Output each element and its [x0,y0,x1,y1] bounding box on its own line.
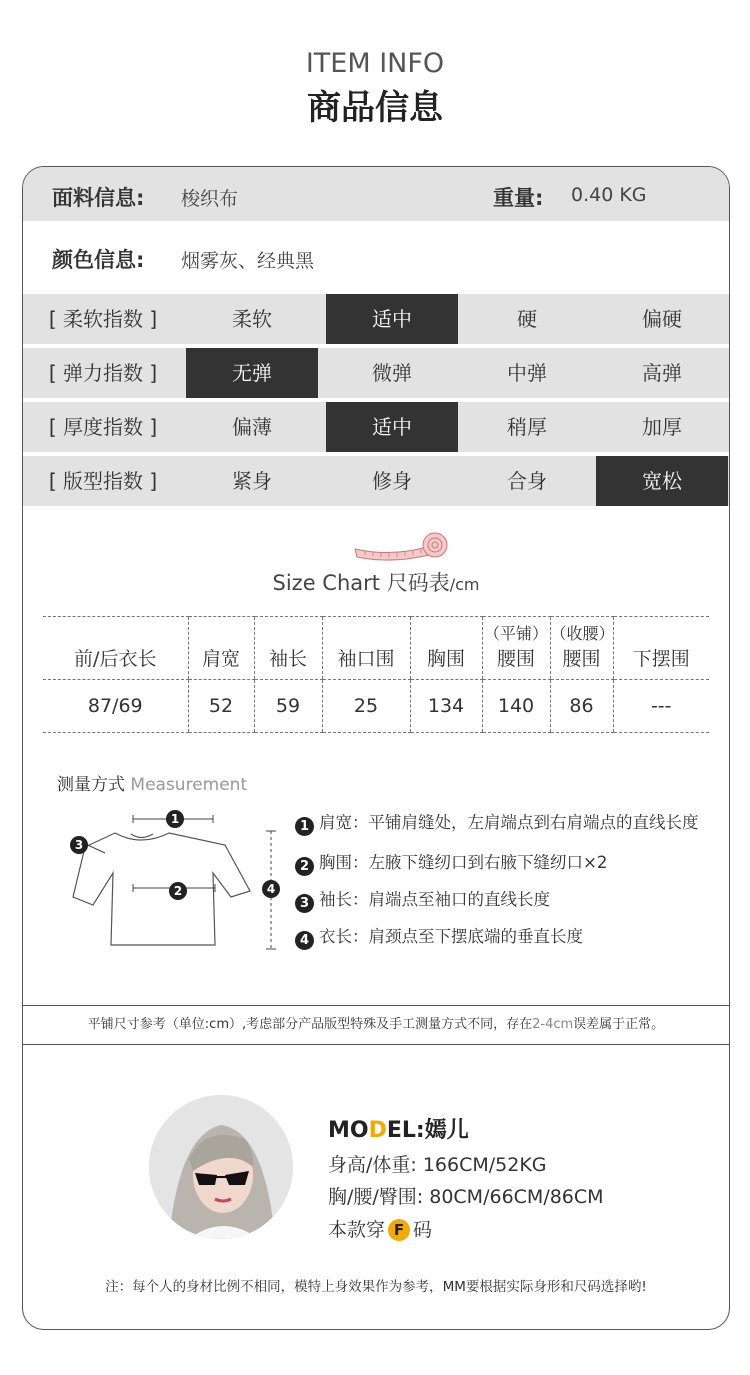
weight-label: 重量: [493,186,544,210]
index-option: 偏硬 [642,307,682,331]
index-option: 合身 [507,469,547,493]
model-bwh: 胸/腰/臀围: 80CM/66CM/86CM [328,1186,604,1208]
measurement-item [295,886,550,913]
size-col-note: （收腰） [550,624,615,643]
color-value: 烟雾灰、经典黑 [181,250,315,272]
size-col-label: 胸围 [426,648,465,670]
number-badge-icon: 2 [295,857,314,876]
size-chart-title-cn: 尺码表 [386,571,450,595]
measurement-item [295,809,699,836]
index-label: [ 柔软指数 ] [48,307,158,331]
model-label-b: D [368,1118,387,1143]
index-row [23,294,729,344]
header-title-en: ITEM INFO [305,48,445,79]
index-option: 硬 [517,307,537,331]
index-row [23,402,729,452]
svg-text:3: 3 [74,838,84,852]
index-option-selected: 宽松 [596,456,728,506]
size-chart-title-en: Size Chart [272,571,381,595]
model-height-weight: 身高/体重: 166CM/52KG [328,1154,547,1176]
size-col-label: 前/后衣长 [74,648,157,670]
index-option: 修身 [372,469,412,493]
size-col-label: 袖长 [268,648,307,670]
measurement-title-cn: 测量方式 [57,775,125,795]
size-cell: 87/69 [43,680,188,733]
size-cell: --- [613,680,709,733]
size-col-header [322,617,410,680]
color-label: 颜色信息: [52,248,145,272]
fabric-label: 面料信息: [52,186,145,210]
model-wear-pre: 本款穿 [328,1219,386,1241]
size-col-header [410,617,482,680]
measurement-item [295,849,607,876]
index-option-selected: 适中 [326,294,458,344]
header-title-cn: 商品信息 [307,88,443,128]
index-row [23,456,729,506]
index-option: 加厚 [642,415,682,439]
size-col-label: 下摆围 [632,648,690,670]
index-option: 中弹 [507,361,547,385]
index-label: [ 版型指数 ] [48,469,158,493]
index-option: 紧身 [232,469,272,493]
size-table-values [43,680,709,733]
measurement-title [57,770,247,795]
measurement-title-en: Measurement [130,775,248,795]
number-badge-icon: 1 [295,817,314,836]
size-col-note: （平铺） [483,624,548,643]
size-col-label: 袖口围 [337,648,395,670]
size-col-header [550,617,613,680]
number-badge-icon: 4 [295,931,314,950]
index-option-selected: 无弹 [186,348,318,398]
size-cell: 25 [322,680,410,733]
product-info-card [22,166,730,1330]
index-option-selected: 适中 [326,402,458,452]
model-name-value: 嫣儿 [424,1118,469,1143]
size-col-label: 腰围 [562,648,601,670]
model-label-a: MO [328,1118,369,1143]
size-col-header [43,617,188,680]
index-option: 偏薄 [232,415,272,439]
size-col-header [188,617,254,680]
size-cell: 52 [188,680,254,733]
size-note-post: 误差属于正常。 [573,1017,665,1032]
size-table-header [43,617,709,680]
index-option: 高弹 [642,361,682,385]
model-name [328,1113,469,1144]
measurement-text: 胸围：左腋下缝纫口到右腋下缝纫口×2 [319,853,608,872]
model-label-c: EL: [386,1118,425,1143]
model-avatar [149,1095,293,1239]
number-badge-icon: 3 [295,894,314,913]
size-note [23,1005,729,1045]
size-col-header [482,617,550,680]
measurement-item [295,923,583,950]
size-col-header [254,617,322,680]
index-label: [ 厚度指数 ] [48,415,158,439]
size-col-label: 肩宽 [201,648,240,670]
model-wear-size [328,1215,432,1242]
index-label: [ 弹力指数 ] [48,361,158,385]
svg-text:4: 4 [266,882,276,896]
size-col-label: 腰围 [496,648,535,670]
size-chart-title [23,567,729,597]
size-col-header [613,617,709,680]
size-chart-unit: /cm [449,575,480,594]
size-note-highlight: 2-4cm [532,1017,574,1032]
measurement-text: 衣长：肩颈点至下摆底端的垂直长度 [319,927,583,946]
size-badge: F [388,1219,410,1241]
size-note-pre: 平铺尺寸参考（单位:cm）,考虑部分产品版型特殊及手工测量方式不同，存在 [87,1017,533,1032]
index-option: 柔软 [232,307,272,331]
fabric-value: 梭织布 [181,188,239,210]
model-wear-post: 码 [413,1219,433,1241]
size-cell: 134 [410,680,482,733]
svg-text:2: 2 [173,884,183,898]
model-note: 注：每个人的身材比例不相同，模特上身效果作为参考，MM要根据实际身形和尺码选择哟! [105,1279,647,1295]
size-cell: 140 [482,680,550,733]
measurement-text: 肩宽：平铺肩缝处，左肩端点到右肩端点的直线长度 [319,813,699,832]
model-photo-icon [149,1095,293,1239]
size-table [43,616,709,733]
size-cell: 86 [550,680,613,733]
svg-text:1: 1 [170,812,180,826]
index-row [23,348,729,398]
index-option: 稍厚 [507,415,547,439]
weight-value: 0.40 KG [571,184,647,206]
garment-diagram-icon [45,803,285,953]
index-option: 微弹 [372,361,412,385]
size-cell: 59 [254,680,322,733]
measurement-text: 袖长：肩端点至袖口的直线长度 [319,890,550,909]
tape-measure-icon [351,531,451,563]
